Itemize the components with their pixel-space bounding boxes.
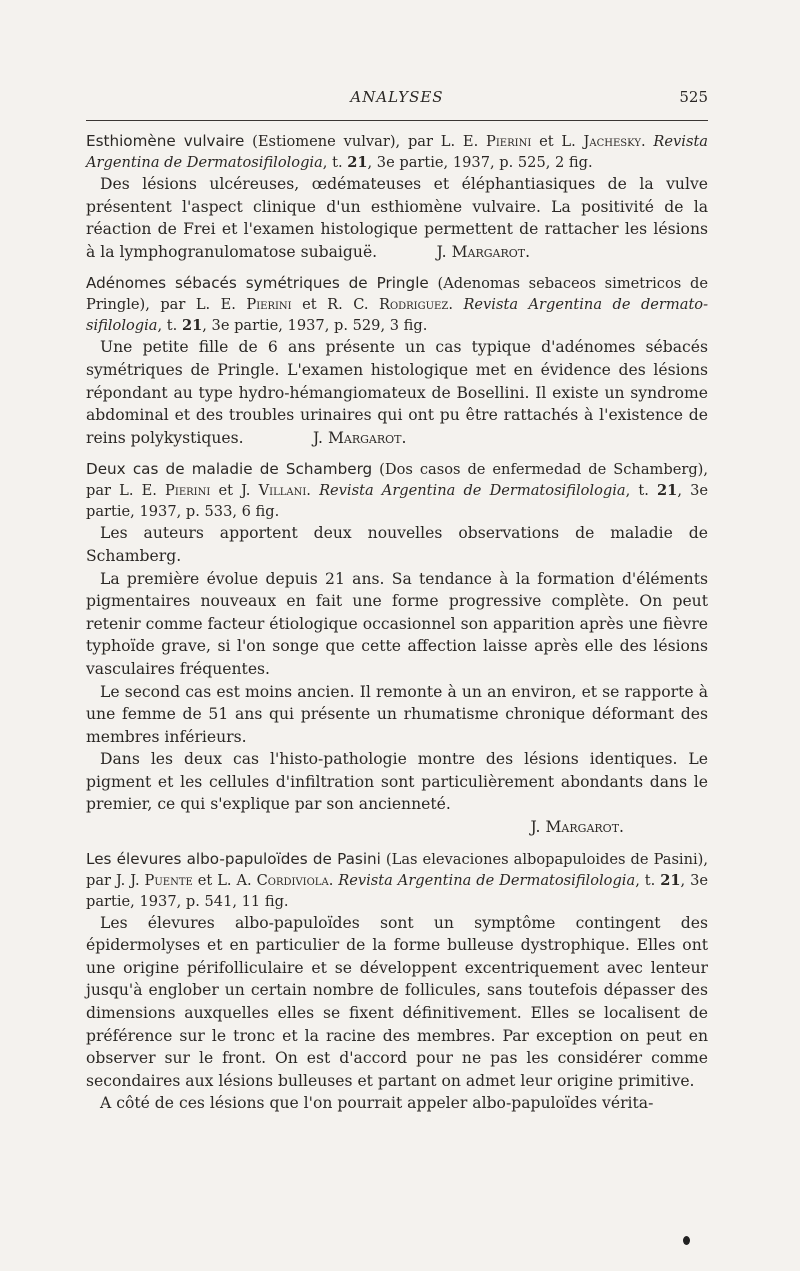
author: L. E. Pierini [440,133,532,150]
article-reference: Esthiomène vulvaire (Estiomene vulvar), par L. E. Pierini et L. Jachesky. Revista Argentina de Dermatosifilologia, t. 21, 3e partie, 1937, p. 525, 2 fig. [86,132,709,171]
article-pasini [86,849,708,1115]
author: L. Jachesky [561,133,641,150]
running-head [86,88,708,116]
article-title: Les élevures albo-papuloïdes de Pasini [86,849,381,868]
author: J. J. Puente [115,871,193,889]
author: J. Villani [241,482,307,500]
page-number: 525 [679,88,708,106]
paragraph: Les auteurs apportent deux nouvelles observations de maladie de Schamberg. [86,524,708,565]
article-reference: Les élevures albo-papuloïdes de Pasini (Las elevaciones albopapuloides de Pasini), par J. J. Puente et L. A. Cordiviola. Revista Argentina de Dermatosifilologia, t. 21, 3e partie, 1937, p. 541, 11 fig. [86,849,709,910]
paragraph: Dans les deux cas l'histo-pathologie montre des lésions identiques. Le pigment et les cellules d'infiltration sont particulièrement abondants dans le premier, ce qui s'explique par son ancienneté. [86,750,708,814]
author: L. A. Cordiviola [217,871,329,889]
article-body [86,522,708,816]
article-schamberg [86,459,708,838]
journal-name: Revista Argentina de Dermatosifilologia [338,871,636,889]
signature: J. Margarot. [436,242,531,261]
paragraph: A côté de ces lésions que l'on pourrait appeler albo-papuloïdes vérita- [100,1094,654,1113]
author: L. E. Pierini [195,296,292,314]
article-title: Adénomes sébacés symétriques de Pringle [86,274,429,293]
paragraph: Des lésions ulcéreuses, œdémateuses et éléphantiasiques de la vulve présentent l'aspect clinique d'un esthiomène vulvaire. La positivité de la réaction de Frei et l'examen histologique permettent de rattacher les lésions à la lymphogranulomatose subaiguë. J. Margarot. [86,175,708,261]
paragraph: Le second cas est moins ancien. Il remonte à un an environ, et se rapporte à une femme de 51 ans qui présente un rhumatisme chronique déformant des membres inférieurs. [86,682,708,746]
article-reference: Deux cas de maladie de Schamberg (Dos casos de enfermedad de Schamberg), par L. E. Pierini et J. Villani. Revista Argentina de Dermatosifilologia, t. 21, 3e partie, 1937, p. 533, 6 fig. [86,460,709,521]
journal-name: Revista Argentina de Dermatosifilologia [86,133,709,171]
paragraph: La première évolue depuis 21 ans. Sa tendance à la formation d'éléments pigmentaires nouveaux en fait une forme progressive complète. On peut retenir comme facteur étiologique occasionnel son apparition après une fièvre typhoïde grave, si l'on songe que cette affection laisse après elle des lésions vasculaires fréquentes. [86,569,708,678]
article-reference: Adénomes sébacés symétriques de Pringle (Adenomas sebaceos simetricos de Pringle), par L. E. Pierini et R. C. Rodriguez. Revista Argentina de dermato-sifilologia, t. 21, 3e partie, 1937, p. 529, 3 fig. [86,274,709,335]
article-body [86,912,708,1115]
header-rule [86,120,708,121]
journal-name: Revista Argentina de dermato-sifilologia [86,296,709,335]
page [86,88,708,1125]
author: L. E. Pierini [119,482,211,500]
article-esthiomene [86,131,708,263]
signature: J. Margarot. [530,818,624,837]
article-title: Esthiomène vulvaire [86,132,245,150]
article-body [86,336,708,449]
signature: J. Margarot. [312,428,407,447]
author: R. C. Rodriguez [327,296,449,314]
journal-name: Revista Argentina de Dermatosifilologia [319,482,626,500]
article-pringle [86,273,708,449]
ink-spot [683,1236,690,1245]
article-body [86,173,708,263]
paragraph: Une petite fille de 6 ans présente un cas typique d'adénomes sébacés symétriques de Pringle. L'examen histologique met en évidence des lésions répondant au type hydro-hémangiomateux de Bosellini. Il existe un syndrome abdominal et des troubles urinaires qui ont pu être rattachés à l'existence de reins polykystiques. J. Margarot. [86,338,708,447]
article-title: Deux cas de maladie de Schamberg [86,460,373,479]
paragraph: Les élevures albo-papuloïdes sont un symptôme contingent des épidermolyses et en particulier de la forme bulleuse dystrophique. Elles ont une origine périfolliculaire et se développent excentriquement avec lenteur jusqu'à englober un certain nombre de follicules, sans toutefois dépasser des dimensions auxquelles elles se fixent définitivement. Elles se localisent de préférence sur le tronc et la racine des membres. Par exception on peut en observer sur le front. On est d'accord pour ne pas les considérer comme secondaires aux lésions bulleuses et partant on admet leur origine primitive. [86,913,708,1090]
running-title: ANALYSES [350,88,444,106]
